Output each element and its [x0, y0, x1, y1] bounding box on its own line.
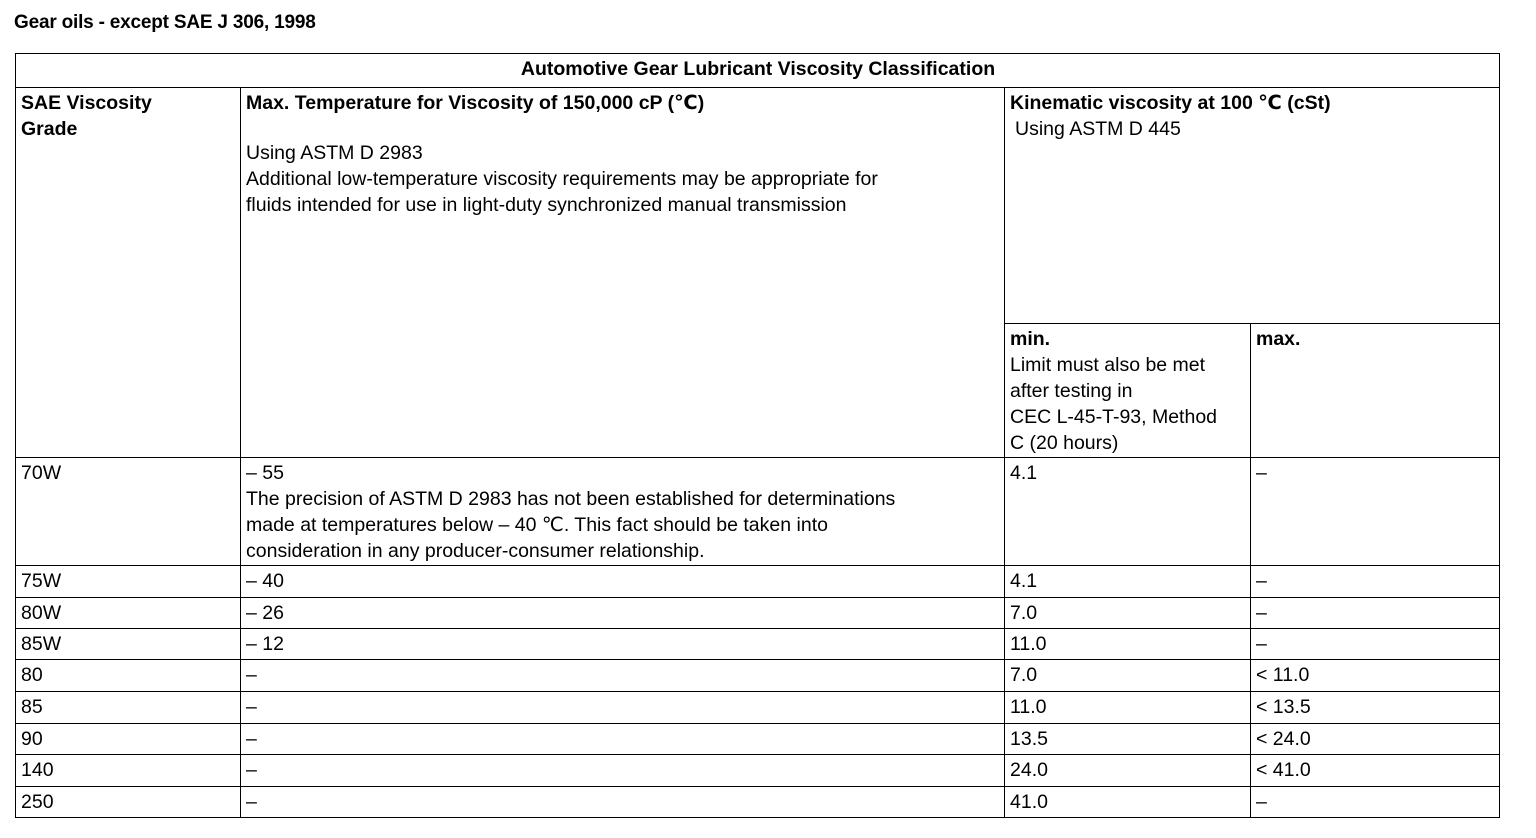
cell-max: –	[1251, 458, 1500, 566]
cell-temp: –	[241, 787, 1005, 818]
cell-grade: 250	[16, 787, 241, 818]
cell-grade: 75W	[16, 566, 241, 598]
cell-max: < 13.5	[1251, 692, 1500, 724]
header-temp-note-line: fluids intended for use in light-duty synchronized manual transmission	[246, 194, 847, 216]
cell-temp: – 26	[241, 598, 1005, 629]
cell-min: 24.0	[1005, 755, 1251, 787]
cell-max: –	[1251, 598, 1500, 629]
header-grade-line: SAE Viscosity	[21, 92, 152, 114]
cell-grade: 80	[16, 660, 241, 692]
header-min-note-line: after testing in	[1010, 380, 1133, 402]
header-min-note-line: CEC L-45-T-93, Method	[1010, 406, 1218, 428]
cell-min: 11.0	[1005, 629, 1251, 660]
table-row	[16, 598, 1500, 629]
header-max-temperature	[241, 88, 1005, 458]
cell-grade: 140	[16, 755, 241, 787]
table-row	[16, 629, 1500, 660]
table-row	[16, 692, 1500, 724]
header-kin-title: Kinematic viscosity at 100 ℃ (cSt)	[1010, 92, 1331, 114]
cell-min: 4.1	[1005, 458, 1251, 566]
cell-min: 41.0	[1005, 787, 1251, 818]
cell-max: –	[1251, 787, 1500, 818]
cell-temp: – 40	[241, 566, 1005, 598]
table-row	[16, 458, 1500, 566]
cell-temp-value: – 55	[246, 462, 284, 484]
cell-max: < 24.0	[1251, 724, 1500, 755]
header-min	[1005, 324, 1251, 458]
viscosity-classification-table	[15, 53, 1500, 818]
cell-min: 7.0	[1005, 598, 1251, 629]
table-caption: Automotive Gear Lubricant Viscosity Classification	[16, 54, 1500, 88]
header-kinematic-viscosity	[1005, 88, 1500, 324]
cell-temp-note-line: The precision of ASTM D 2983 has not been established for determinations	[246, 488, 896, 510]
header-max-label: max.	[1256, 328, 1301, 350]
cell-grade: 70W	[16, 458, 241, 566]
cell-grade: 80W	[16, 598, 241, 629]
cell-temp: –	[241, 755, 1005, 787]
header-kin-method: Using ASTM D 445	[1015, 118, 1181, 140]
cell-max: –	[1251, 629, 1500, 660]
cell-grade: 85	[16, 692, 241, 724]
cell-temp: – 12	[241, 629, 1005, 660]
cell-min: 11.0	[1005, 692, 1251, 724]
header-row-upper	[16, 88, 1500, 324]
cell-max: < 41.0	[1251, 755, 1500, 787]
cell-min: 4.1	[1005, 566, 1251, 598]
header-temp-method: Using ASTM D 2983	[246, 142, 423, 164]
header-min-note-line: C (20 hours)	[1010, 432, 1119, 454]
cell-temp: –	[241, 660, 1005, 692]
header-grade-line: Grade	[21, 118, 78, 140]
header-min-note-line: Limit must also be met	[1010, 354, 1206, 376]
page-title: Gear oils - except SAE J 306, 1998	[14, 12, 316, 33]
table-row	[16, 787, 1500, 818]
table-row	[16, 660, 1500, 692]
cell-min: 7.0	[1005, 660, 1251, 692]
header-temp-title: Max. Temperature for Viscosity of 150,000 cP (℃)	[246, 92, 705, 114]
caption-row	[16, 54, 1500, 88]
header-max	[1251, 324, 1500, 458]
header-temp-note-line: Additional low-temperature viscosity requirements may be appropriate for	[246, 168, 878, 190]
cell-max: < 11.0	[1251, 660, 1500, 692]
cell-max: –	[1251, 566, 1500, 598]
cell-min: 13.5	[1005, 724, 1251, 755]
cell-grade: 90	[16, 724, 241, 755]
cell-temp	[241, 458, 1005, 566]
cell-temp-note-line: consideration in any producer-consumer relationship.	[246, 540, 705, 562]
cell-temp-note-line: made at temperatures below – 40 ℃. This fact should be taken into	[246, 514, 828, 536]
cell-temp: –	[241, 724, 1005, 755]
cell-grade: 85W	[16, 629, 241, 660]
table-row	[16, 755, 1500, 787]
table-row	[16, 724, 1500, 755]
table-row	[16, 566, 1500, 598]
cell-temp: –	[241, 692, 1005, 724]
header-grade	[16, 88, 241, 458]
header-min-label: min.	[1010, 328, 1051, 350]
